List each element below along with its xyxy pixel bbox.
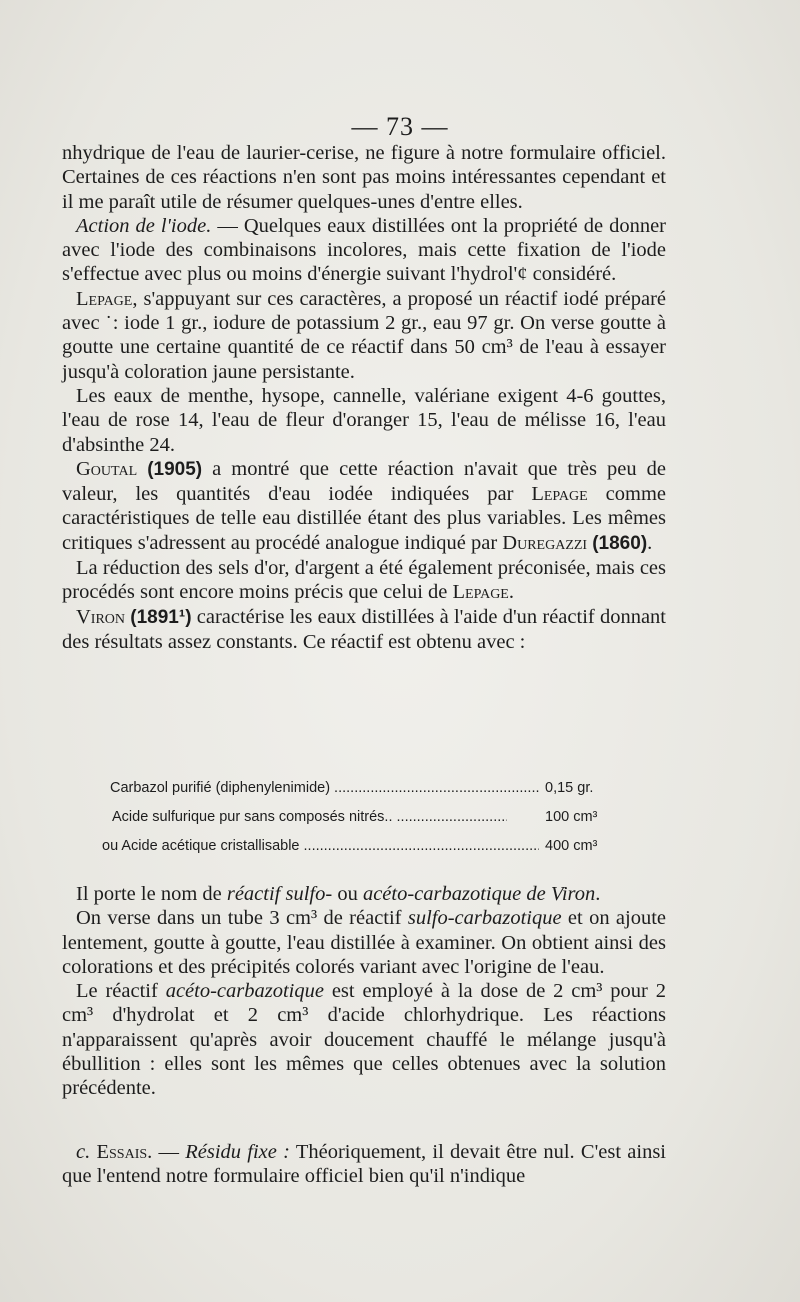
author-name: Lepage (531, 483, 588, 506)
punctuation: . (647, 531, 653, 554)
paragraph-text: Le réactif (76, 980, 166, 1003)
italic-term: acéto-carbazotique de Viron (362, 883, 596, 905)
paragraph-lepage (62, 287, 666, 384)
paragraph-text: La réduction des sels d'or, d'argent a été également préconisée, mais ces procédés sont encore moins précis que celui de (62, 557, 666, 604)
formula-row (110, 780, 605, 809)
body-text-top (62, 141, 666, 654)
author-name: Duregazzi (502, 531, 588, 554)
year: (1860) (592, 532, 648, 554)
paragraph-text: Il porte le nom de (76, 883, 227, 905)
paragraph-text: comme caractéristiques de telle eau distillée étant des plus variables. Les mêmes critiques s'adressent au procédé analogue indiqué par (62, 483, 666, 554)
paragraph-text: ou (332, 883, 363, 905)
author-name: Viron (76, 605, 126, 628)
paragraph-goutal (62, 457, 666, 556)
paragraph-tube (62, 906, 666, 979)
italic-term: sulfo-carbazotique (407, 907, 562, 930)
paragraph-iode (62, 214, 666, 287)
punctuation: . (595, 883, 601, 905)
paragraph-reduction (62, 556, 666, 605)
paragraph-text: a montré que cette réaction n'avait que très peu de valeur, les quantités d'eau iodée indiquées par (62, 457, 667, 506)
paragraph-text: — Quelques eaux distillées ont la propriété de donner avec l'iode des combinaisons incolores, mais cette fixation de l'iode s'effectue avec plus ou moins d'énergie suivant l'hydrol'¢ considéré. (62, 214, 666, 286)
body-text-essais (62, 1140, 666, 1189)
paragraph-gouttes: Les eaux de menthe, hysope, cannelle, valériane exigent 4-6 gouttes, l'eau de rose 14, l'eau de fleur d'oranger 15, l'eau de mélisse 16, l'eau d'absinthe 24. (62, 384, 666, 456)
paragraph-text: , s'appuyant sur ces caractères, a proposé un réactif iodé préparé avec ˙: iode 1 gr., iodure de potassium 2 gr., eau 97 gr. On verse goutte à goutte une certaine quantité de ce réactif dans 50 cm³ de l'eau à essayer jusqu'à coloration jaune persistante. (62, 287, 666, 383)
formula-value: 100 cm³ (545, 809, 598, 825)
formula-row (102, 838, 605, 867)
formula-value: 400 cm³ (545, 838, 598, 854)
paragraph-text: est employé à la dose de 2 cm³ pour 2 cm³ d'hydrolat et 2 cm³ d'acide chlorhydrique. Les réactions n'apparaissent qu'après avoir doucement chauffé le mélange jusqu'à ébullition : elles sont les mêmes que celles obtenues avec la solution précédente. (62, 980, 666, 1100)
page-number: — 73 — (351, 112, 449, 141)
section-letter: c. (76, 1141, 91, 1163)
paragraph-essais (62, 1140, 666, 1189)
author-name: Lepage (452, 581, 509, 604)
paragraph-aceto (62, 979, 666, 1100)
paragraph-intro: nhydrique de l'eau de laurier-cerise, ne figure à notre formulaire officiel. Certaines de ces réactions n'en sont pas moins intéressantes cependant et il me paraît utile de résumer quelques-unes d'entre elles. (62, 142, 666, 213)
section-heading-essais: Essais (96, 1141, 148, 1163)
reagent-formula (102, 780, 605, 867)
paragraph-text: et on ajoute lentement, goutte à goutte, l'eau distillée à examiner. On obtient ainsi des colorations et des précipités colorés variant avec l'origine de l'eau. (62, 907, 666, 978)
year: (1891¹) (130, 606, 192, 628)
formula-value: 0,15 gr. (545, 780, 594, 796)
punctuation: . — (147, 1141, 186, 1163)
paragraph-text: Théoriquement, il devait être nul. C'est ainsi que l'entend notre formulaire officiel bien qu'il n'indique (62, 1141, 667, 1188)
author-name: Lepage (76, 287, 133, 310)
italic-term: Résidu fixe : (185, 1141, 290, 1163)
formula-row (110, 809, 605, 838)
paragraph-text: On verse dans un tube 3 cm³ de réactif (76, 907, 408, 930)
year: (1905) (147, 458, 203, 480)
punctuation: . (508, 581, 514, 604)
italic-term: réactif sulfo- (226, 883, 333, 905)
formula-label: Carbazol purifié (diphenylenimide) ..... (110, 780, 539, 796)
paragraph-viron (62, 605, 666, 655)
paragraph-text: caractérise les eaux distillées à l'aide d'un réactif donnant des résultats assez constants. Ce réactif est obtenu avec : (62, 605, 666, 653)
italic-term: acéto-carbazotique (165, 980, 324, 1003)
paragraph-nom (62, 882, 666, 906)
section-heading-iode: Action de l'iode. (76, 214, 212, 237)
formula-label: ou Acide acétique cristallisable ..... (102, 838, 539, 854)
body-text-bottom (62, 882, 666, 1101)
formula-label: Acide sulfurique pur sans composés nitrés.. ..... (112, 809, 507, 825)
author-name: Goutal (76, 457, 138, 480)
